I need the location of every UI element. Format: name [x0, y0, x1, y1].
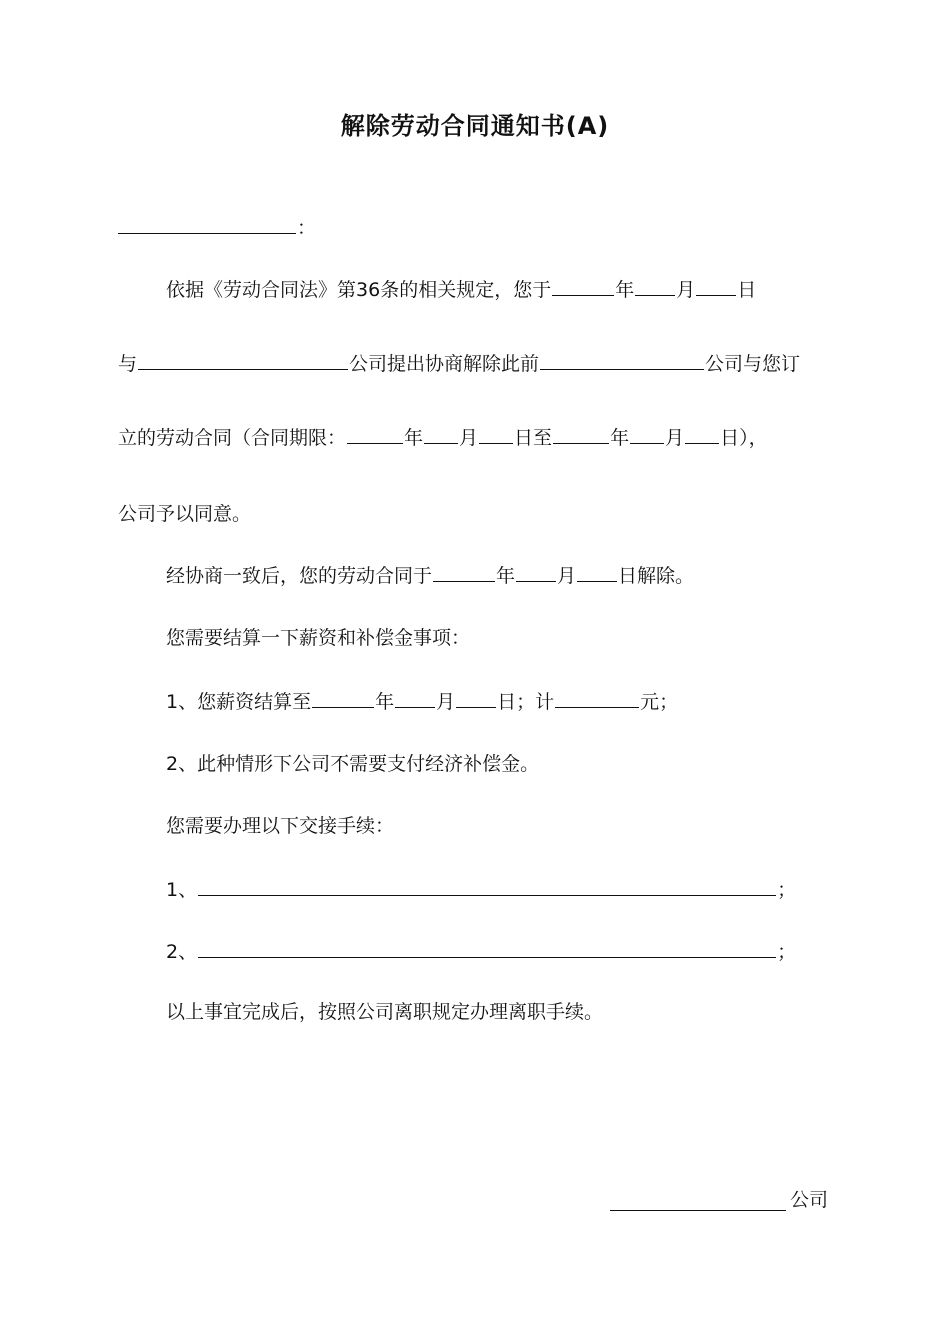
request-year-blank[interactable]: [552, 277, 614, 296]
para2-text-a: 经协商一致后，您的劳动合同于: [166, 565, 433, 587]
item1-line: [166, 688, 678, 716]
para1-line1: [166, 276, 756, 304]
term-start-year-blank[interactable]: [347, 425, 403, 444]
day-to-label: 日至: [514, 427, 553, 449]
request-day-blank[interactable]: [696, 277, 736, 296]
signature-suffix: 公司: [790, 1189, 829, 1211]
request-month-blank[interactable]: [635, 277, 675, 296]
month-label: 月: [557, 565, 577, 587]
year-label: 年: [615, 279, 635, 301]
year-label: 年: [375, 691, 395, 713]
para1-line3-text-a: 立的劳动合同（合同期限：: [118, 427, 347, 449]
addressee-blank[interactable]: [118, 215, 296, 234]
month-label: 月: [459, 427, 479, 449]
item1-text-a: 1、您薪资结算至: [166, 691, 312, 713]
handover-2-blank[interactable]: [198, 939, 776, 958]
settlement-month-blank[interactable]: [395, 689, 435, 708]
year-label: 年: [496, 565, 516, 587]
settlement-day-blank[interactable]: [456, 689, 496, 708]
item2-line: 2、此种情形下公司不需要支付经济补偿金。: [166, 753, 540, 775]
para1-line2-text-a: 与: [118, 353, 138, 375]
item1-day-semi: 日；计: [497, 691, 555, 713]
day-label: 日: [737, 279, 757, 301]
term-end-day-blank[interactable]: [685, 425, 719, 444]
signature-company-blank[interactable]: [610, 1210, 786, 1211]
month-label: 月: [665, 427, 685, 449]
para2-line: [166, 562, 694, 590]
handover-1-suffix: ；: [777, 879, 797, 901]
para1-line2-text-c: 公司与您订: [705, 353, 801, 375]
termination-year-blank[interactable]: [433, 563, 495, 582]
para1-line3-end: 日），: [720, 427, 768, 449]
para2-end: 日解除。: [618, 565, 695, 587]
termination-day-blank[interactable]: [577, 563, 617, 582]
month-label: 月: [676, 279, 696, 301]
para1-line1-text-a: 依据《劳动合同法》第: [166, 279, 357, 301]
para1-line2: [118, 350, 800, 378]
handover-item-1: [166, 876, 796, 904]
handover-1-blank[interactable]: [198, 877, 776, 896]
term-start-day-blank[interactable]: [479, 425, 513, 444]
term-start-month-blank[interactable]: [424, 425, 458, 444]
para1-line1-text-b: 条的相关规定，您于: [380, 279, 552, 301]
year-label: 年: [404, 427, 424, 449]
term-end-year-blank[interactable]: [553, 425, 609, 444]
addressee-line: [118, 214, 316, 242]
handover-item-2: [166, 938, 796, 966]
month-label: 月: [436, 691, 456, 713]
para1-line4: 公司予以同意。: [118, 503, 252, 525]
year-label: 年: [610, 427, 630, 449]
termination-month-blank[interactable]: [516, 563, 556, 582]
employer-company-blank[interactable]: [540, 351, 704, 370]
handover-2-suffix: ；: [777, 941, 797, 963]
document-title: 解除劳动合同通知书(A): [340, 112, 610, 140]
handover-1-prefix: 1、: [166, 879, 198, 901]
closing-line: 以上事宜完成后，按照公司离职规定办理离职手续。: [166, 1001, 604, 1023]
addressee-colon: ：: [297, 217, 317, 239]
settlement-amount-blank[interactable]: [555, 689, 639, 708]
para3-line: 您需要结算一下薪资和补偿金事项：: [166, 627, 471, 649]
term-end-month-blank[interactable]: [630, 425, 664, 444]
para1-line2-text-b: 公司提出协商解除此前: [349, 353, 540, 375]
para1-line3: [118, 424, 768, 452]
article-number: 36: [356, 279, 381, 301]
handover-2-prefix: 2、: [166, 941, 198, 963]
item1-yuan: 元；: [640, 691, 679, 713]
requester-company-blank[interactable]: [138, 351, 348, 370]
settlement-year-blank[interactable]: [312, 689, 374, 708]
para4-line: 您需要办理以下交接手续：: [166, 815, 395, 837]
